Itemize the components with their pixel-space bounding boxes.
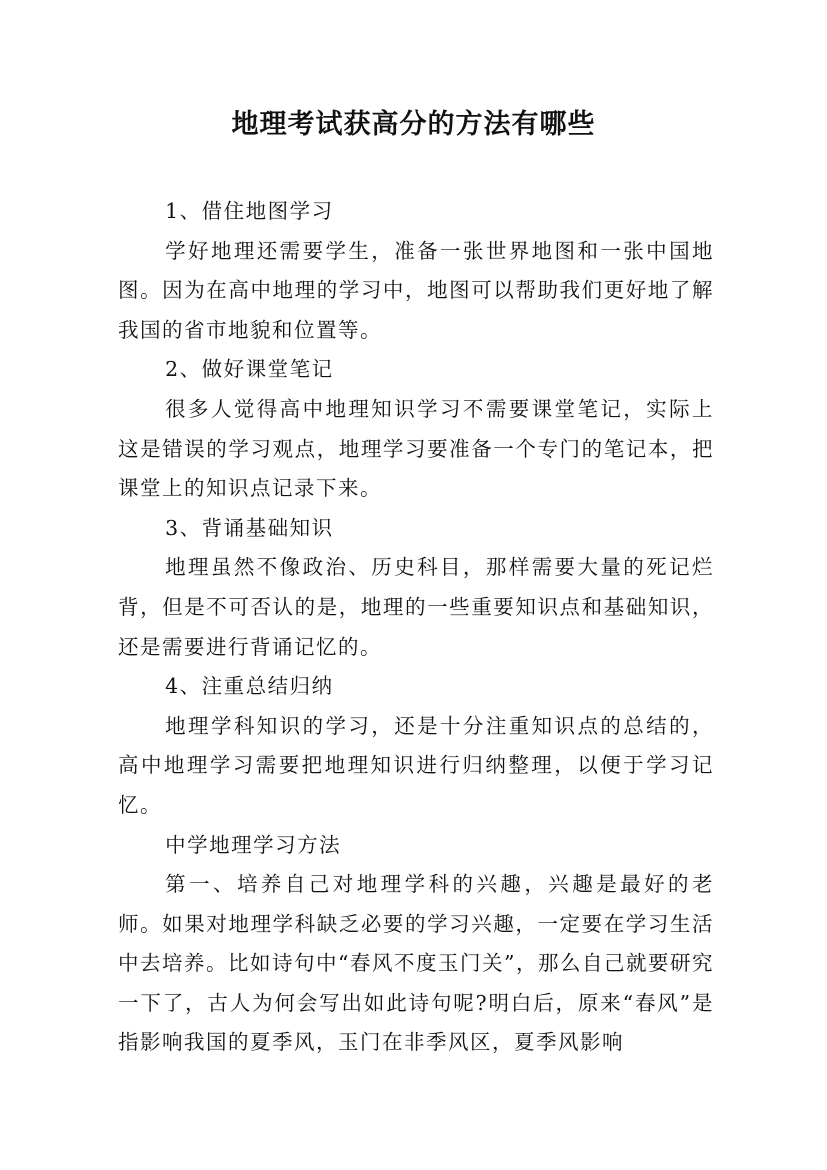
paragraph-3: 地理虽然不像政治、历史科目，那样需要大量的死记烂背，但是不可否认的是，地理的一些重要知识点和基础知识，还是需要进行背诵记忆的。	[118, 555, 714, 659]
paragraph-methods-1: 第一、培养自己对地理学科的兴趣，兴趣是最好的老师。如果对地理学科缺乏必要的学习兴趣，一定要在学习生活中去培养。比如诗句中“春风不度玉门关”，那么自己就要研究一下了，古人为何会写出如此诗句呢?明白后，原来“春风”是指影响我国的夏季风，玉门在非季风区，夏季风影响	[118, 872, 714, 1055]
section-heading-methods: 中学地理学习方法	[165, 832, 342, 857]
document-body	[118, 192, 714, 1063]
section-heading-3: 3、背诵基础知识	[165, 515, 334, 540]
paragraph-1: 学好地理还需要学生，准备一张世界地图和一张中国地图。因为在高中地理的学习中，地图可以帮助我们更好地了解我国的省市地貌和位置等。	[118, 238, 714, 342]
paragraph-2: 很多人觉得高中地理知识学习不需要课堂笔记，实际上这是错误的学习观点，地理学习要准备一个专门的笔记本，把课堂上的知识点记录下来。	[118, 396, 714, 501]
section-heading-4: 4、注重总结归纳	[165, 674, 334, 699]
document-title: 地理考试获高分的方法有哪些	[231, 109, 596, 140]
paragraph-4: 地理学科知识的学习，还是十分注重知识点的总结的，高中地理学习需要把地理知识进行归纳整理，以便于学习记忆。	[118, 713, 714, 817]
section-heading-2: 2、做好课堂笔记	[165, 357, 334, 382]
section-heading-1: 1、借住地图学习	[165, 199, 334, 223]
